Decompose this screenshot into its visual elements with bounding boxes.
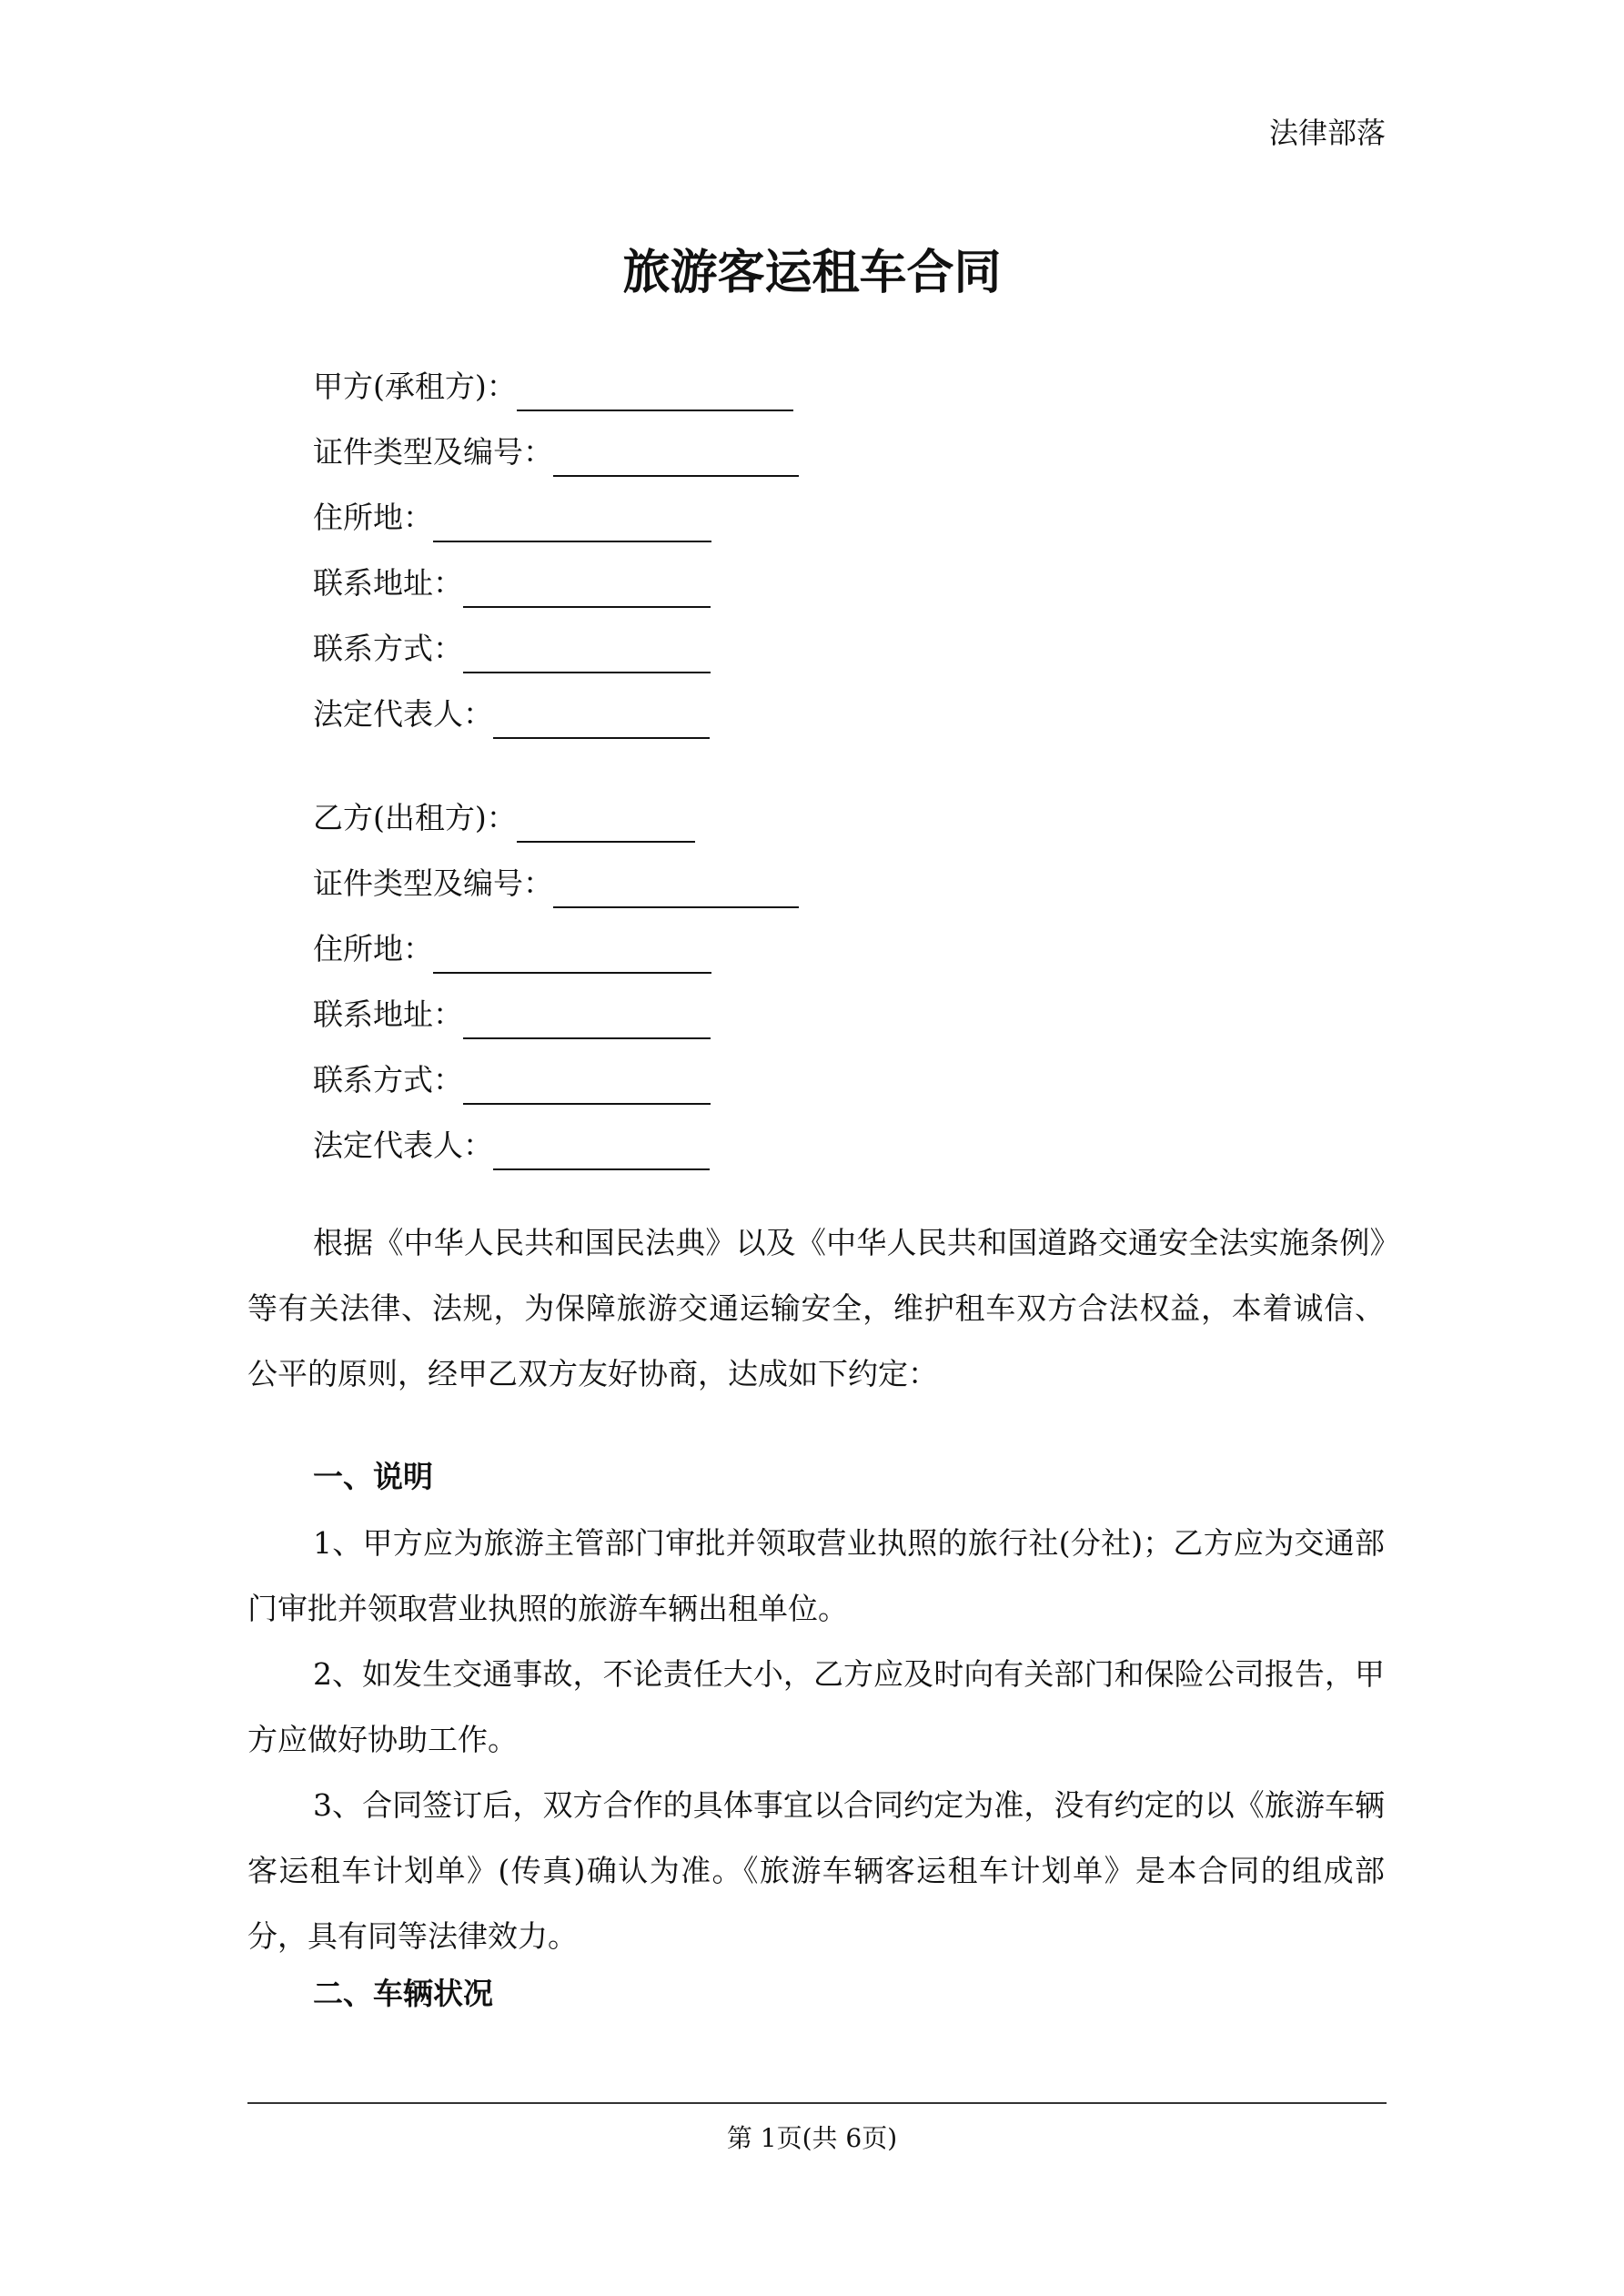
party-a-name-blank[interactable] — [517, 373, 793, 411]
party-a-legal-rep-field — [313, 690, 710, 739]
section-1-clause-3: 3、合同签订后，双方合作的具体事宜以合同约定为准，没有约定的以《旅游车辆客运租车计划单》(传真)确认为准。《旅游车辆客运租车计划单》是本合同的组成部分，具有同等法律效力。 — [247, 1787, 1385, 1954]
party-a-address-label: 联系地址： — [313, 565, 463, 601]
party-b-address-label: 联系地址： — [313, 996, 463, 1032]
party-b-residence-label: 住所地： — [313, 931, 433, 966]
party-a-residence-label: 住所地： — [313, 500, 433, 535]
preamble-paragraph: 根据《中华人民共和国民法典》以及《中华人民共和国道路交通安全法实施条例》等有关法律、法规，为保障旅游交通运输安全，维护租车双方合法权益，本着诚信、公平的原则，经甲乙双方友好协商，达成如下约定： — [247, 1225, 1385, 1391]
footer-divider — [247, 2102, 1387, 2104]
party-b-legal-rep-blank[interactable] — [493, 1132, 710, 1170]
party-a-id-blank[interactable] — [553, 439, 799, 477]
party-a-legal-rep-blank[interactable] — [493, 701, 710, 739]
party-b-name-blank[interactable] — [517, 804, 695, 843]
section-2-heading: 二、车辆状况 — [313, 1976, 493, 2011]
party-a-contact-label: 联系方式： — [313, 631, 463, 666]
party-a-name-field — [313, 362, 793, 411]
party-b-residence-blank[interactable] — [433, 936, 711, 974]
party-b-residence-field — [313, 925, 711, 974]
document-title: 旅游客运租车合同 — [622, 245, 1002, 300]
party-b-id-label: 证件类型及编号： — [313, 865, 553, 901]
party-a-residence-blank[interactable] — [433, 504, 711, 542]
party-a-id-field — [313, 428, 799, 477]
party-b-contact-label: 联系方式： — [313, 1062, 463, 1097]
party-a-name-label: 甲方(承租方)： — [313, 369, 517, 404]
party-a-address-field — [313, 559, 711, 608]
section-1-clause-1: 1、甲方应为旅游主管部门审批并领取营业执照的旅行社(分社)；乙方应为交通部门审批并领取营业执照的旅游车辆出租单位。 — [247, 1525, 1385, 1626]
section-1-clause-2: 2、如发生交通事故，不论责任大小，乙方应及时向有关部门和保险公司报告，甲方应做好协助工作。 — [247, 1656, 1385, 1757]
party-a-id-label: 证件类型及编号： — [313, 434, 553, 470]
section-1-heading: 一、说明 — [313, 1459, 433, 1494]
party-a-address-blank[interactable] — [463, 570, 711, 608]
party-a-contact-blank[interactable] — [463, 635, 711, 673]
party-b-id-field — [313, 859, 799, 908]
party-a-residence-field — [313, 493, 711, 542]
party-b-contact-field — [313, 1056, 711, 1105]
party-b-legal-rep-field — [313, 1121, 710, 1170]
party-a-contact-field — [313, 624, 711, 673]
page-number: 第 1页(共 6页) — [726, 2123, 898, 2153]
party-b-address-blank[interactable] — [463, 1001, 711, 1039]
party-b-name-label: 乙方(出租方)： — [313, 800, 517, 835]
party-b-id-blank[interactable] — [553, 870, 799, 908]
header-brand: 法律部落 — [1268, 116, 1386, 150]
party-b-legal-rep-label: 法定代表人： — [313, 1128, 493, 1163]
party-b-address-field — [313, 990, 711, 1039]
party-b-name-field — [313, 794, 695, 843]
party-b-contact-blank[interactable] — [463, 1067, 711, 1105]
party-a-legal-rep-label: 法定代表人： — [313, 696, 493, 732]
